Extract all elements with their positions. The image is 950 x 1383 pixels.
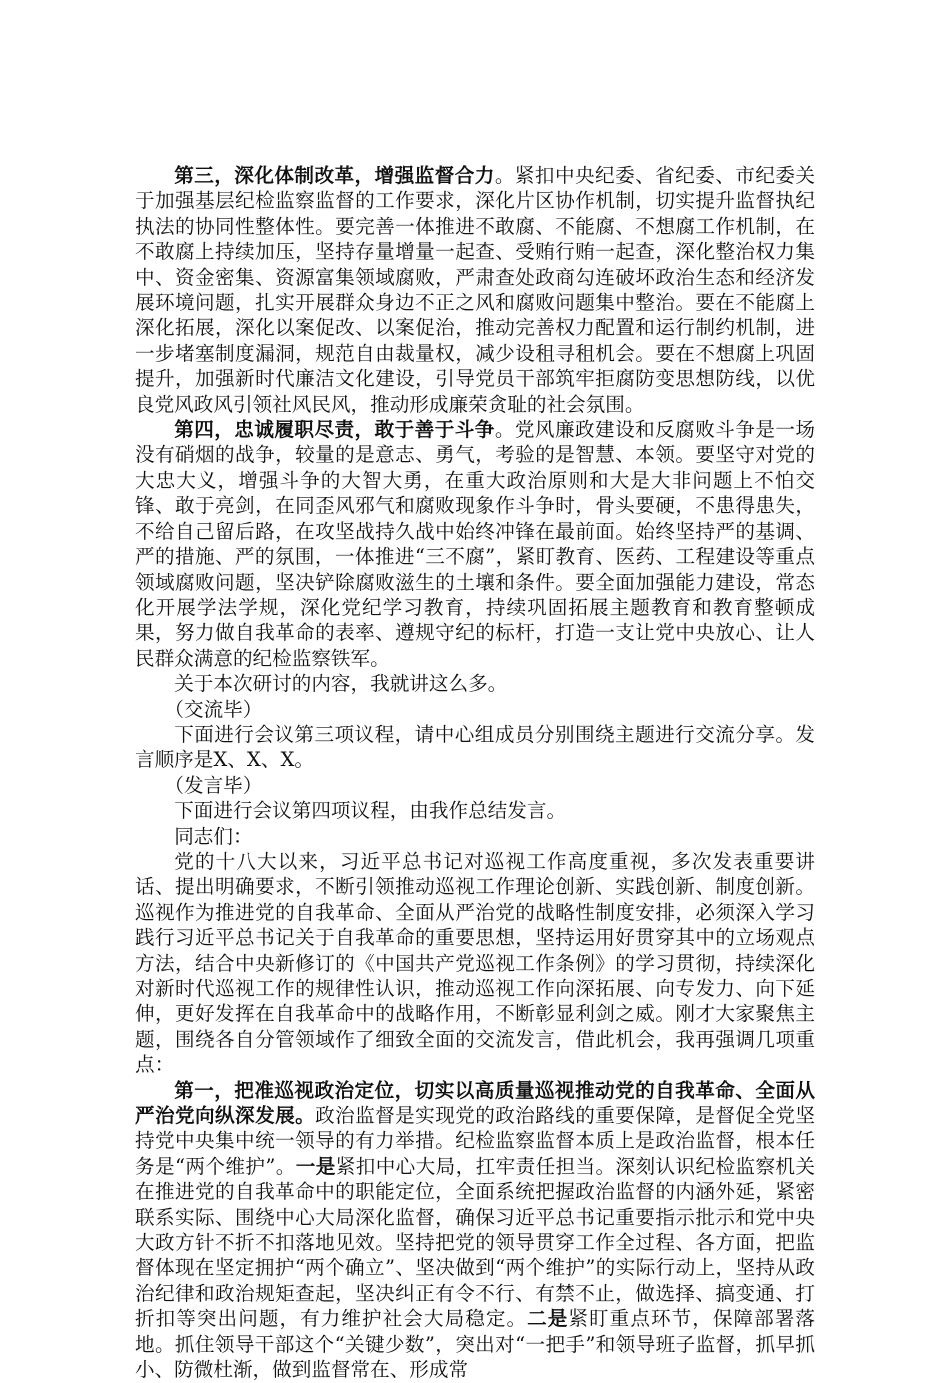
paragraph-lead: 第四，忠诚履职尽责，敢于善于斗争 [174, 418, 495, 442]
paragraph-salutation: 同志们： [174, 824, 253, 848]
paragraph-agenda-four: 下面进行会议第四项议程，由我作总结发言。 [174, 799, 567, 823]
paragraph-speech-end: （发言毕） [164, 773, 263, 797]
document-body [135, 163, 815, 1383]
item-one-text: 紧扣中心大局，扛牢责任担当。深刻认识纪检监察机关在推进党的自我革命中的职能定位，全面系统把握政治监督的内涵外延，紧密联系实际、围绕中心大局深化监督，确保习近平总书记重要指示批示和党中央大政方针不折不扣落地见效。坚持把党的领导贯穿工作全过程、各方面，把监督体现在坚定拥护“两个确立”、坚决做到“两个维护”的实际行动上，坚持从政治纪律和政治规矩查起，坚决纠正有令不行、有禁不止，做选择、搞变通、打折扣等突出问题，有力维护社会大局稳定。 [135, 1154, 816, 1331]
item-two-text: 紧盯重点环节，保障部署落地。抓住领导干部这个“关键少数”，突出对“一把手”和领导班子监督，抓早抓小、防微杜渐，做到监督常在、形成常 [135, 1307, 816, 1382]
paragraph-fourth-point [135, 417, 815, 671]
item-two-lead: 二是 [527, 1307, 569, 1331]
paragraph-text: 。党风廉政建设和反腐败斗争是一场没有硝烟的战争，较量的是意志、勇气，考验的是智慧、本领。要坚守对党的大忠大义，增强斗争的大智大勇，在重大政治原则和大是大非问题上不怕交锋、敢于亮剑，在同歪风邪气和腐败现象作斗争时，骨头要硬，不患得患失，不给自己留后路，在攻坚战持久战中始终冲锋在最前面。始终坚持严的基调、严的措施、严的氛围，一体推进“三不腐”，紧盯教育、医药、工程建设等重点领域腐败问题，坚决铲除腐败滋生的土壤和条件。要全面加强能力建设，常态化开展学法学规，深化党纪学习教育，持续巩固拓展主题教育和教育整顿成果，努力做自我革命的表率、遵规守纪的标杆，打造一支让党中央放心、让人民群众满意的纪检监察铁军。 [135, 418, 816, 670]
paragraph-closing: 关于本次研讨的内容，我就讲这么多。 [174, 672, 508, 696]
item-one-lead: 一是 [295, 1154, 336, 1178]
paragraph-third-point [135, 163, 815, 417]
paragraph-lead: 第一，把准巡视政治定位，切实以高质量巡视推动党的自我革命、全面从严治党向纵深发展。 [135, 1078, 815, 1128]
paragraph-lead: 第三，深化体制改革，增强监督合力 [174, 164, 495, 187]
paragraph-exchange-end: （交流毕） [164, 697, 263, 721]
paragraph-first-point [135, 1078, 815, 1383]
paragraph-summary-intro: 党的十八大以来，习近平总书记对巡视工作高度重视，多次发表重要讲话、提出明确要求，不断引领推动巡视工作理论创新、实践创新、制度创新。巡视作为推进党的自我革命、全面从严治党的战略性制度安排，必须深入学习践行习近平总书记关于自我革命的重要思想，坚持运用好贯穿其中的立场观点方法，结合中央新修订的《中国共产党巡视工作条例》的学习贯彻，持续深化对新时代巡视工作的规律性认识，推动巡视工作向深拓展、向专发力、向下延伸，更好发挥在自我革命中的战略作用，不断彰显利剑之威。刚才大家聚焦主题，围绕各自分管领域作了细致全面的交流发言，借此机会，我再强调几项重点： [135, 849, 815, 1077]
paragraph-text: 政治监督是实现党的政治路线的重要保障，是督促全党坚持党中央集中统一领导的有力举措。纪检监察监督本质上是政治监督，根本任务是“两个维护”。 [135, 1104, 816, 1178]
paragraph-agenda-three: 下面进行会议第三项议程，请中心组成员分别围绕主题进行交流分享。发言顺序是X、X、X。 [135, 722, 815, 772]
paragraph-text: 。紧扣中央纪委、省纪委、市纪委关于加强基层纪检监察监督的工作要求，深化片区协作机制，切实提升监督执纪执法的协同性整体性。要完善一体推进不敢腐、不能腐、不想腐工作机制，在不敢腐上持续加压，坚持存量增量一起查、受贿行贿一起查，深化整治权力集中、资金密集、资源富集领域腐败，严肃查处政商勾连破坏政治生态和经济发展环境问题，扎实开展群众身边不正之风和腐败问题集中整治。要在不能腐上深化拓展，深化以案促改、以案促治，推动完善权力配置和运行制约机制，进一步堵塞制度漏洞，规范自由裁量权，减少设租寻租机会。要在不想腐上巩固提升，加强新时代廉洁文化建设，引导党员干部筑牢拒腐防变思想防线，以优良党风政风引领社风民风，推动形成廉荣贪耻的社会氛围。 [135, 164, 816, 416]
